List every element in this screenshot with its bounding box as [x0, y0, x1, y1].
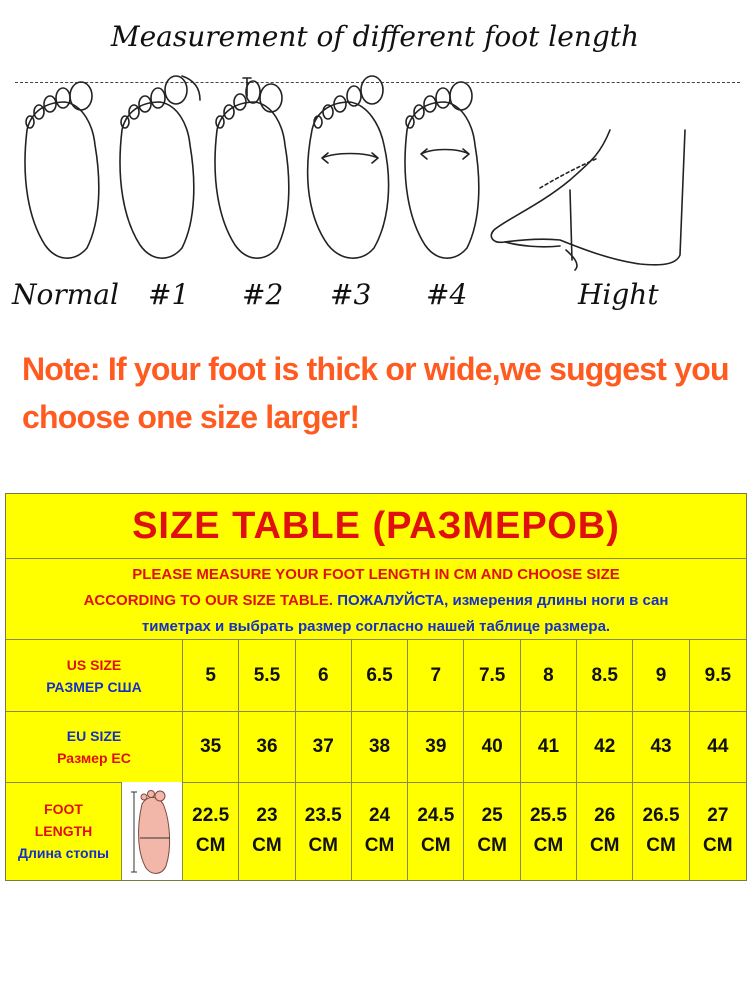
foot-type-label: #2 — [242, 278, 284, 311]
unit-label: CM — [421, 835, 451, 856]
foot-height-drawing — [491, 130, 685, 270]
foot-length-value: 24.5 — [417, 805, 455, 826]
foot-type-label: Hight — [578, 278, 659, 311]
instruction-en-1: PLEASE MEASURE YOUR FOOT LENGTH IN CM AND CHOOSE SIZE — [132, 566, 620, 583]
foot-length-cell — [633, 782, 689, 880]
foot-length-cell — [183, 782, 239, 880]
foot-length-value: 23.5 — [304, 805, 342, 826]
foot-type-label: #4 — [426, 278, 468, 311]
eu-size-cell — [239, 711, 295, 782]
foot-length-value: 27 — [707, 805, 729, 826]
us-size-value: 8.5 — [591, 664, 618, 686]
us-size-cell — [296, 640, 352, 711]
unit-label: CM — [364, 835, 395, 856]
eu-size-cell — [183, 711, 239, 782]
unit-label: CM — [195, 835, 226, 856]
foot-length-value: 26 — [594, 805, 616, 826]
unit-label: CM — [308, 835, 339, 856]
eu-size-value: 36 — [256, 735, 278, 757]
foot-length-value: 23 — [256, 805, 278, 826]
eu-size-value: 37 — [312, 735, 334, 757]
eu-size-cell — [577, 711, 633, 782]
foot-length-value: 25.5 — [529, 805, 567, 826]
foot-length-value: 25 — [481, 805, 503, 826]
foot-type-label: Normal — [12, 278, 119, 311]
instruction-ru-1: ПОЖАЛУЙСТА, измерения длины ноги в сан — [337, 592, 669, 609]
us-size-value: 7.5 — [478, 664, 506, 686]
size-table — [5, 493, 747, 881]
foot-illustrations — [0, 70, 750, 290]
us-size-cell — [183, 640, 239, 711]
us-size-cell — [633, 640, 689, 711]
eu-size-value: 44 — [707, 735, 729, 757]
eu-size-cell — [408, 711, 464, 782]
foot-normal-drawing — [25, 82, 99, 258]
us-size-label-en: US SIZE — [66, 656, 122, 673]
note-line-1: Note: If your foot is thick or wide,we suggest you — [22, 351, 729, 387]
us-size-cell — [521, 640, 577, 711]
unit-label: CM — [589, 835, 620, 856]
us-size-value: 9 — [655, 664, 667, 686]
size-table-instructions — [6, 558, 746, 640]
unit-label: CM — [252, 835, 282, 856]
us-size-value: 6.5 — [366, 664, 393, 686]
foot-length-cell — [296, 782, 352, 880]
us-size-label-ru: РАЗМЕР США — [46, 678, 142, 695]
foot-length-value: 26.5 — [642, 805, 680, 826]
unit-label: CM — [533, 835, 564, 856]
foot-length-label — [6, 782, 122, 880]
us-size-cell — [408, 640, 464, 711]
foot-length-label-2: LENGTH — [34, 823, 93, 839]
foot-2-drawing — [215, 78, 289, 258]
eu-size-value: 38 — [368, 735, 391, 757]
unit-label: CM — [703, 835, 733, 856]
us-size-cell — [352, 640, 408, 711]
foot-measure-icon — [122, 782, 183, 880]
foot-length-value: 22.5 — [192, 805, 230, 826]
eu-size-label-ru: Размер ЕС — [57, 749, 131, 766]
eu-size-value: 35 — [200, 735, 222, 757]
eu-size-cell — [521, 711, 577, 782]
us-size-value: 6 — [317, 664, 329, 686]
eu-size-value: 39 — [425, 735, 447, 757]
eu-size-row — [6, 711, 746, 783]
eu-size-value: 42 — [594, 735, 616, 757]
us-size-cell — [465, 640, 521, 711]
size-note — [22, 345, 742, 441]
us-size-cell — [577, 640, 633, 711]
eu-size-label-en: EU SIZE — [66, 727, 122, 744]
eu-size-value: 40 — [481, 735, 503, 757]
us-size-cell — [239, 640, 295, 711]
foot-type-label: #3 — [330, 278, 372, 311]
us-size-value: 5.5 — [253, 664, 281, 686]
eu-size-value: 41 — [537, 735, 560, 757]
eu-size-cell — [352, 711, 408, 782]
us-size-value: 8 — [543, 664, 554, 686]
foot-4-drawing — [405, 82, 479, 258]
foot-length-label-ru: Длина стопы — [17, 845, 110, 861]
us-size-value: 9.5 — [704, 664, 732, 686]
instruction-ru-2: тиметрах и выбрать размер согласно нашей таблице размера. — [141, 618, 611, 635]
foot-length-cell — [521, 782, 577, 880]
us-size-value: 7 — [430, 664, 442, 686]
page-title: Measurement of different foot length — [110, 20, 640, 53]
foot-type-label: #1 — [148, 278, 190, 311]
us-size-value: 5 — [205, 664, 216, 686]
foot-length-row — [6, 782, 746, 880]
foot-length-cell — [465, 782, 521, 880]
foot-length-value: 24 — [368, 805, 391, 826]
eu-size-cell — [296, 711, 352, 782]
instruction-en-2: ACCORDING TO OUR SIZE TABLE. — [83, 592, 334, 609]
us-size-label — [6, 640, 183, 711]
eu-size-cell — [633, 711, 689, 782]
foot-1-drawing — [120, 76, 200, 258]
eu-size-value: 43 — [650, 735, 672, 757]
foot-length-cell — [577, 782, 633, 880]
foot-length-cell — [352, 782, 408, 880]
eu-size-cell — [465, 711, 521, 782]
us-size-cell — [690, 640, 746, 711]
foot-length-cell — [690, 782, 746, 880]
foot-length-cell — [239, 782, 295, 880]
us-size-row — [6, 640, 746, 712]
eu-size-cell — [690, 711, 746, 782]
note-line-2: choose one size larger! — [22, 399, 360, 435]
unit-label: CM — [477, 835, 507, 856]
eu-size-label — [6, 711, 183, 782]
unit-label: CM — [646, 835, 676, 856]
foot-length-cell — [408, 782, 464, 880]
foot-3-drawing — [308, 76, 389, 258]
foot-length-label-1: FOOT — [44, 801, 83, 817]
size-table-title: SIZE TABLE (РАЗМЕРОВ) — [6, 494, 746, 559]
